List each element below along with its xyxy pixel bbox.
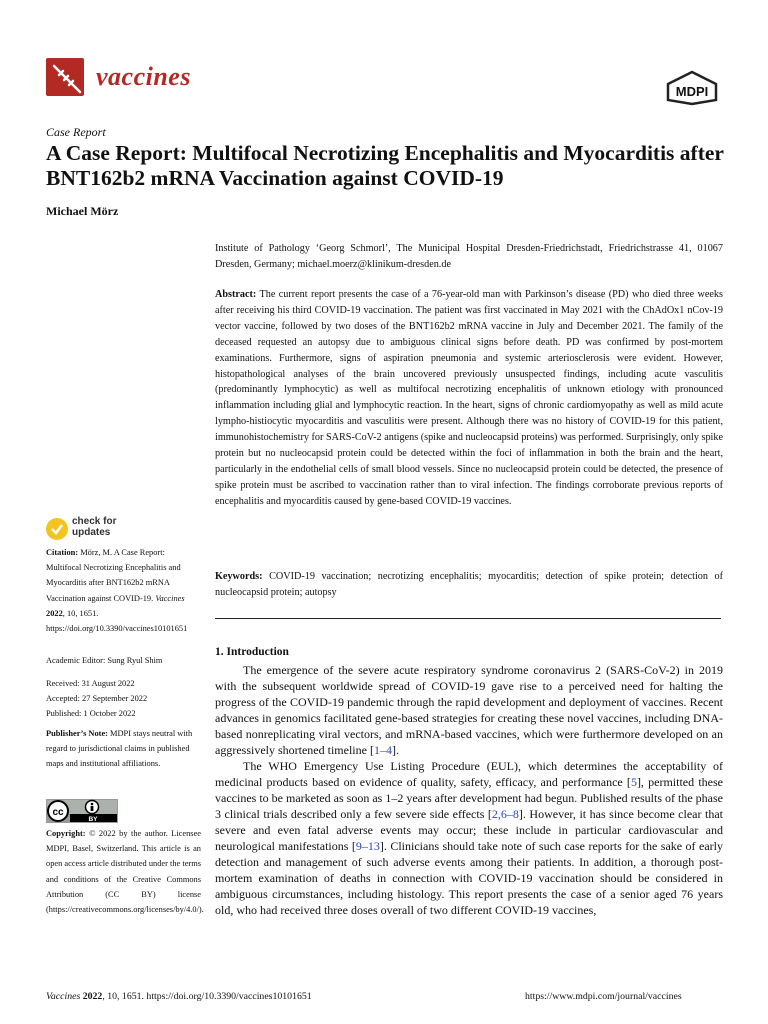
accepted-date: Accepted: 27 September 2022	[46, 694, 148, 704]
check-for-updates-badge[interactable]	[46, 516, 176, 544]
section-heading: 1. Introduction	[215, 646, 289, 658]
published-date: Published: 1 October 2022	[46, 709, 136, 719]
academic-editor: Academic Editor: Sung Ryul Shim	[46, 656, 163, 665]
citation: Citation: Mörz, M. A Case Report: Multifocal Necrotizing Encephalitis and Myocarditis after BNT162b2 mRNA Vaccination against COVID-19. Vaccines 2022, 10, 1651. https://doi.org/10.3390/vaccines10101651	[46, 548, 188, 634]
article-type: Case Report	[46, 125, 106, 139]
divider	[215, 618, 721, 619]
footer-citation: Vaccines 2022, 10, 1651. https://doi.org/10.3390/vaccines10101651	[46, 991, 312, 1002]
check-for-label: check for	[72, 516, 117, 527]
author-name: Michael Mörz	[46, 204, 119, 218]
mdpi-text: MDPI	[675, 84, 709, 99]
svg-text:BY: BY	[88, 816, 98, 823]
check-icon	[46, 518, 68, 540]
publisher-note: Publisher’s Note: MDPI stays neutral with regard to jurisdictional claims in published maps and institutional affiliations.	[46, 729, 193, 769]
paragraph: The emergence of the severe acute respiratory syndrome coronavirus 2 (SARS-CoV-2) in 2019 with the subsequent worldwide spread of COVID-19 gave rise to a perceived need for halting the progress of the COVID-19 pandemic through the rapid development and deployment of vaccines. Recent advances in genomics facilitated gene-based strategies for creating these novel vaccines, including DNA-based nonreplicating viral vectors, and mRNA-based vaccines, which were furthermore developed on an aggressively shortened timeline [1–4].	[215, 663, 723, 757]
reference-link[interactable]: 9–13	[355, 839, 380, 853]
article-title: A Case Report: Multifocal Necrotizing Encephalitis and Myocarditis after BNT162b2 mRNA Vaccination against COVID-19	[46, 141, 724, 190]
abstract-label: Abstract:	[215, 289, 257, 300]
reference-link[interactable]: 5	[630, 775, 637, 789]
dates	[46, 676, 201, 722]
journal-logo	[46, 58, 84, 96]
syringe-icon	[46, 58, 84, 96]
affiliation: Institute of Pathology ‘Georg Schmorl’, The Municipal Hospital Dresden-Friedrichstadt, Friedrichstrasse 41, 01067 Dresden, Germany; michael.moerz@klinikum-dresden.de	[215, 243, 723, 270]
cc-by-license-icon[interactable]	[46, 799, 118, 823]
abstract	[215, 287, 723, 510]
keywords-label: Keywords:	[215, 571, 263, 582]
introduction-body	[215, 662, 723, 918]
keywords	[215, 569, 723, 601]
received-date: Received: 31 August 2022	[46, 679, 135, 688]
reference-link[interactable]: 1–4	[373, 743, 392, 757]
journal-name: vaccines	[96, 62, 191, 91]
copyright: Copyright: © 2022 by the author. Licensee MDPI, Basel, Switzerland. This article is an open access article distributed under the terms and conditions of the Creative Commons Attribution (CC BY) license (https://creativecommons.org/licenses/by/4.0/).	[46, 829, 204, 915]
paragraph: The WHO Emergency Use Listing Procedure (EUL), which determines the acceptability of medicinal products based on evidence of quality, safety, efficacy, and performance [5], permitted these vaccines to be marketed as soon as 1–2 years after development had begun. Published results of the phase 3 clinical trials described only a few severe side effects [2,6–8]. However, it has since become clear that severe and even fatal adverse events may occur; these include in particular cardiovascular and neurological manifestations [9–13]. Clinicians should take note of such case reports for the sake of early detection and management of such adverse events among their patients. In addition, a thorough post-mortem examination of deaths in connection with COVID-19 vaccination should be considered in ambiguous circumstances, including histology. This report presents the case of a senior aged 76 years old, who had received three doses overall of two different COVID-19 vaccines,	[215, 759, 723, 917]
abstract-text: The current report presents the case of a 76-year-old man with Parkinson’s disease (PD) who died three weeks after receiving his third COVID-19 vaccination. The patient was first vaccinated in May 2021 with the ChAdOx1 nCov-19 vector vaccine, followed by two doses of the BNT162b2 mRNA vaccine in July and December 2021. The family of the deceased requested an autopsy due to ambiguous clinical signs before death. PD was confirmed by post-mortem examinations. Furthermore, signs of aspiration pneumonia and systemic arteriosclerosis were evident. However, histopathological analyses of the brain uncovered previously unsuspected findings, including acute vasculitis (predominantly lymphocytic) as well as multifocal necrotizing encephalitis of unknown etiology with pronounced inflammation including glial and lymphocytic reaction. In the heart, signs of chronic cardiomyopathy as well as mild acute lympho-histiocytic myocarditis and vasculitis were present. Although there was no history of COVID-19 for this patient, immunohistochemistry for SARS-CoV-2 antigens (spike and nucleocapsid proteins) was performed. Surprisingly, only spike protein but no nucleocapsid protein could be detected within the foci of inflammation in both the brain and the heart, particularly in the endothelial cells of small blood vessels. Since no nucleocapsid protein could be detected, the presence of spike protein must be ascribed to vaccination rather than to viral infection. The findings corroborate previous reports of encephalitis and myocarditis caused by gene-based COVID-19 vaccines.	[215, 289, 723, 507]
keywords-text: COVID-19 vaccination; necrotizing encephalitis; myocarditis; detection of spike protein; detection of nucleocapsid protein; autopsy	[215, 571, 724, 598]
reference-link[interactable]: 2,6–8	[491, 807, 519, 821]
updates-label: updates	[72, 527, 111, 538]
mdpi-logo	[664, 70, 720, 106]
footer-url[interactable]: https://www.mdpi.com/journal/vaccines	[525, 991, 682, 1002]
svg-text:cc: cc	[52, 807, 64, 818]
